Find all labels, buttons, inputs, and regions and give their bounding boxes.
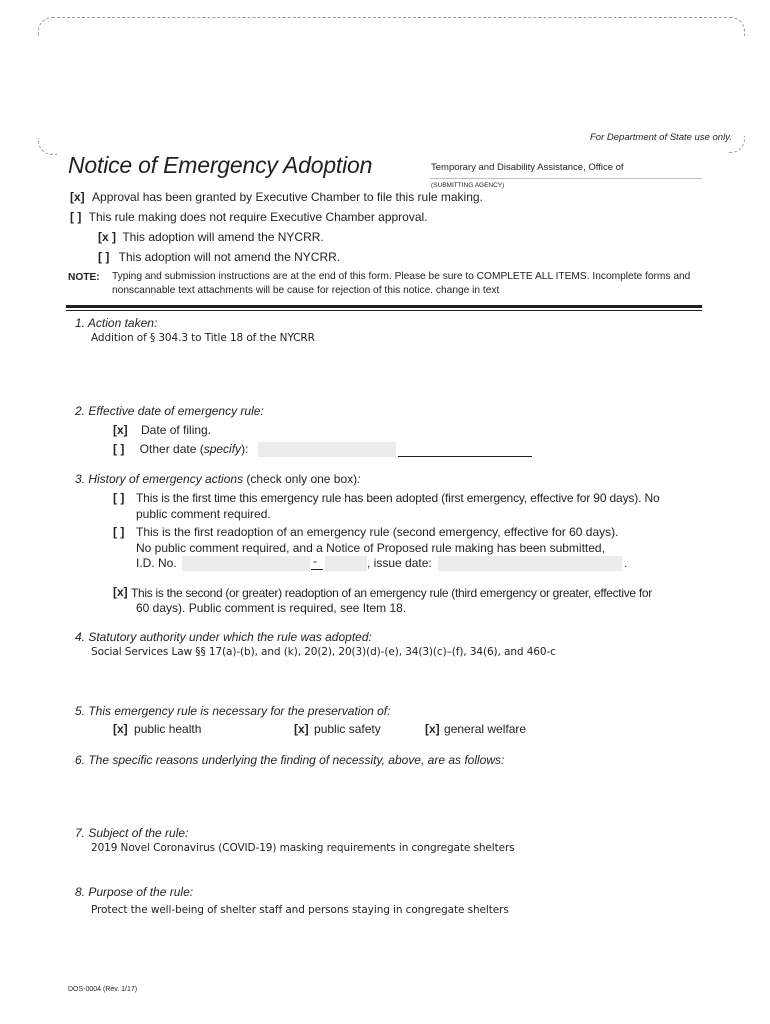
readoption-line1: This is the first readoption of an emergency rule (second emergency, effective for 60 days). bbox=[136, 525, 619, 539]
amend-nycrr-row bbox=[98, 230, 324, 244]
amend-nycrr-checkbox[interactable]: [x ] bbox=[98, 230, 116, 244]
item8-answer[interactable]: Protect the well-being of shelter staff and persons staying in congregate shelters bbox=[91, 904, 509, 916]
submitting-agency-caption: (SUBMITTING AGENCY) bbox=[431, 182, 505, 189]
public-safety-row bbox=[294, 722, 381, 736]
approval-granted-row bbox=[70, 190, 483, 204]
item8-heading: 8. Purpose of the rule: bbox=[75, 885, 194, 899]
effective-other-date-underline bbox=[398, 456, 532, 457]
readoption-line2: No public comment required, and a Notice of Proposed rule making has been submitted, bbox=[136, 541, 605, 555]
second-readoption-line1: This is the second (or greater) readoption of an emergency rule (third emergency or greater, effective for bbox=[131, 586, 652, 600]
approval-not-required-checkbox[interactable]: [ ] bbox=[70, 210, 82, 224]
id-no-dash-underline bbox=[311, 569, 323, 570]
effective-filing-label: Date of filing. bbox=[141, 423, 212, 437]
crop-mark-top-left bbox=[38, 17, 63, 36]
second-readoption-line2: 60 days). Public comment is required, see Item 18. bbox=[136, 601, 407, 615]
item4-answer[interactable]: Social Services Law §§ 17(a)-(b), and (k), 20(2), 20(3)(d)-(e), 34(3)(c)–(f), 34(6), and 460-c bbox=[91, 646, 556, 658]
first-emergency-line1: This is the first time this emergency rule has been adopted (first emergency, effective for 90 days). No bbox=[136, 491, 660, 505]
effective-other-label: Other date (specify): bbox=[139, 442, 249, 456]
effective-other-date-field[interactable] bbox=[258, 442, 396, 457]
issue-date-field[interactable] bbox=[438, 556, 622, 571]
effective-other-checkbox[interactable]: [ ] bbox=[113, 442, 125, 456]
section-divider-thin bbox=[66, 310, 702, 311]
public-safety-label: public safety bbox=[314, 722, 381, 736]
general-welfare-label: general welfare bbox=[444, 722, 527, 736]
crop-mark-top-rule bbox=[62, 17, 732, 18]
approval-not-required-row bbox=[70, 210, 428, 224]
not-amend-nycrr-row bbox=[98, 250, 340, 264]
not-amend-nycrr-checkbox[interactable]: [ ] bbox=[98, 250, 110, 264]
public-health-label: public health bbox=[134, 722, 202, 736]
item7-answer[interactable]: 2019 Novel Coronavirus (COVID-19) masking requirements in congregate shelters bbox=[91, 842, 515, 854]
issue-date-label: , issue date: bbox=[367, 556, 432, 570]
effective-other-row bbox=[113, 442, 248, 456]
first-emergency-line2: public comment required. bbox=[136, 507, 271, 521]
item3-heading: 3. History of emergency actions (check only one box): bbox=[75, 472, 361, 486]
not-amend-nycrr-label: This adoption will not amend the NYCRR. bbox=[118, 250, 341, 264]
public-health-row bbox=[113, 722, 201, 736]
dos-use-only: For Department of State use only. bbox=[590, 132, 732, 143]
id-no-label: I.D. No. bbox=[136, 556, 177, 570]
item5-heading: 5. This emergency rule is necessary for the preservation of: bbox=[75, 704, 391, 718]
first-emergency-checkbox[interactable]: [ ] bbox=[113, 491, 125, 505]
submitting-agency-value[interactable]: Temporary and Disability Assistance, Office of bbox=[431, 162, 624, 173]
effective-filing-row bbox=[113, 423, 211, 437]
approval-not-required-label: This rule making does not require Executive Chamber approval. bbox=[88, 210, 428, 224]
public-health-checkbox[interactable]: [x] bbox=[113, 722, 128, 736]
note-text: Typing and submission instructions are at the end of this form. Please be sure to COMPLETE ALL ITEMS. Incomplete forms and nonscannable text attachments will be cause for rejection of this notice. change in text bbox=[112, 271, 691, 296]
form-id: DOS-0004 (Rev. 1/17) bbox=[68, 986, 138, 993]
general-welfare-row bbox=[425, 722, 526, 736]
id-no-field-2[interactable] bbox=[325, 556, 367, 571]
crop-mark-top-right bbox=[730, 17, 745, 36]
item4-heading: 4. Statutory authority under which the rule was adopted: bbox=[75, 630, 372, 644]
crop-mark-mid-left bbox=[38, 138, 57, 155]
public-safety-checkbox[interactable]: [x] bbox=[294, 722, 309, 736]
amend-nycrr-label: This adoption will amend the NYCRR. bbox=[122, 230, 324, 244]
section-divider-thick bbox=[66, 305, 702, 308]
general-welfare-checkbox[interactable]: [x] bbox=[425, 722, 440, 736]
item7-heading: 7. Subject of the rule: bbox=[75, 826, 189, 840]
page-title: Notice of Emergency Adoption bbox=[68, 152, 373, 178]
item1-answer[interactable]: Addition of § 304.3 to Title 18 of the NYCRR bbox=[91, 332, 315, 344]
second-readoption-checkbox[interactable]: [x] bbox=[113, 585, 128, 599]
id-no-dash: - bbox=[313, 554, 317, 568]
item1-heading: 1. Action taken: bbox=[75, 316, 158, 330]
readoption-checkbox[interactable]: [ ] bbox=[113, 525, 125, 539]
issue-date-end: . bbox=[624, 556, 628, 570]
note-label: NOTE: bbox=[68, 272, 100, 283]
approval-granted-checkbox[interactable]: [x] bbox=[70, 190, 85, 204]
id-no-field-1[interactable] bbox=[182, 556, 310, 571]
item2-heading: 2. Effective date of emergency rule: bbox=[75, 404, 264, 418]
effective-filing-checkbox[interactable]: [x] bbox=[113, 423, 128, 437]
item6-heading: 6. The specific reasons underlying the finding of necessity, above, are as follows: bbox=[75, 753, 505, 767]
approval-granted-label: Approval has been granted by Executive Chamber to file this rule making. bbox=[92, 190, 483, 204]
submitting-agency-line bbox=[430, 178, 702, 179]
